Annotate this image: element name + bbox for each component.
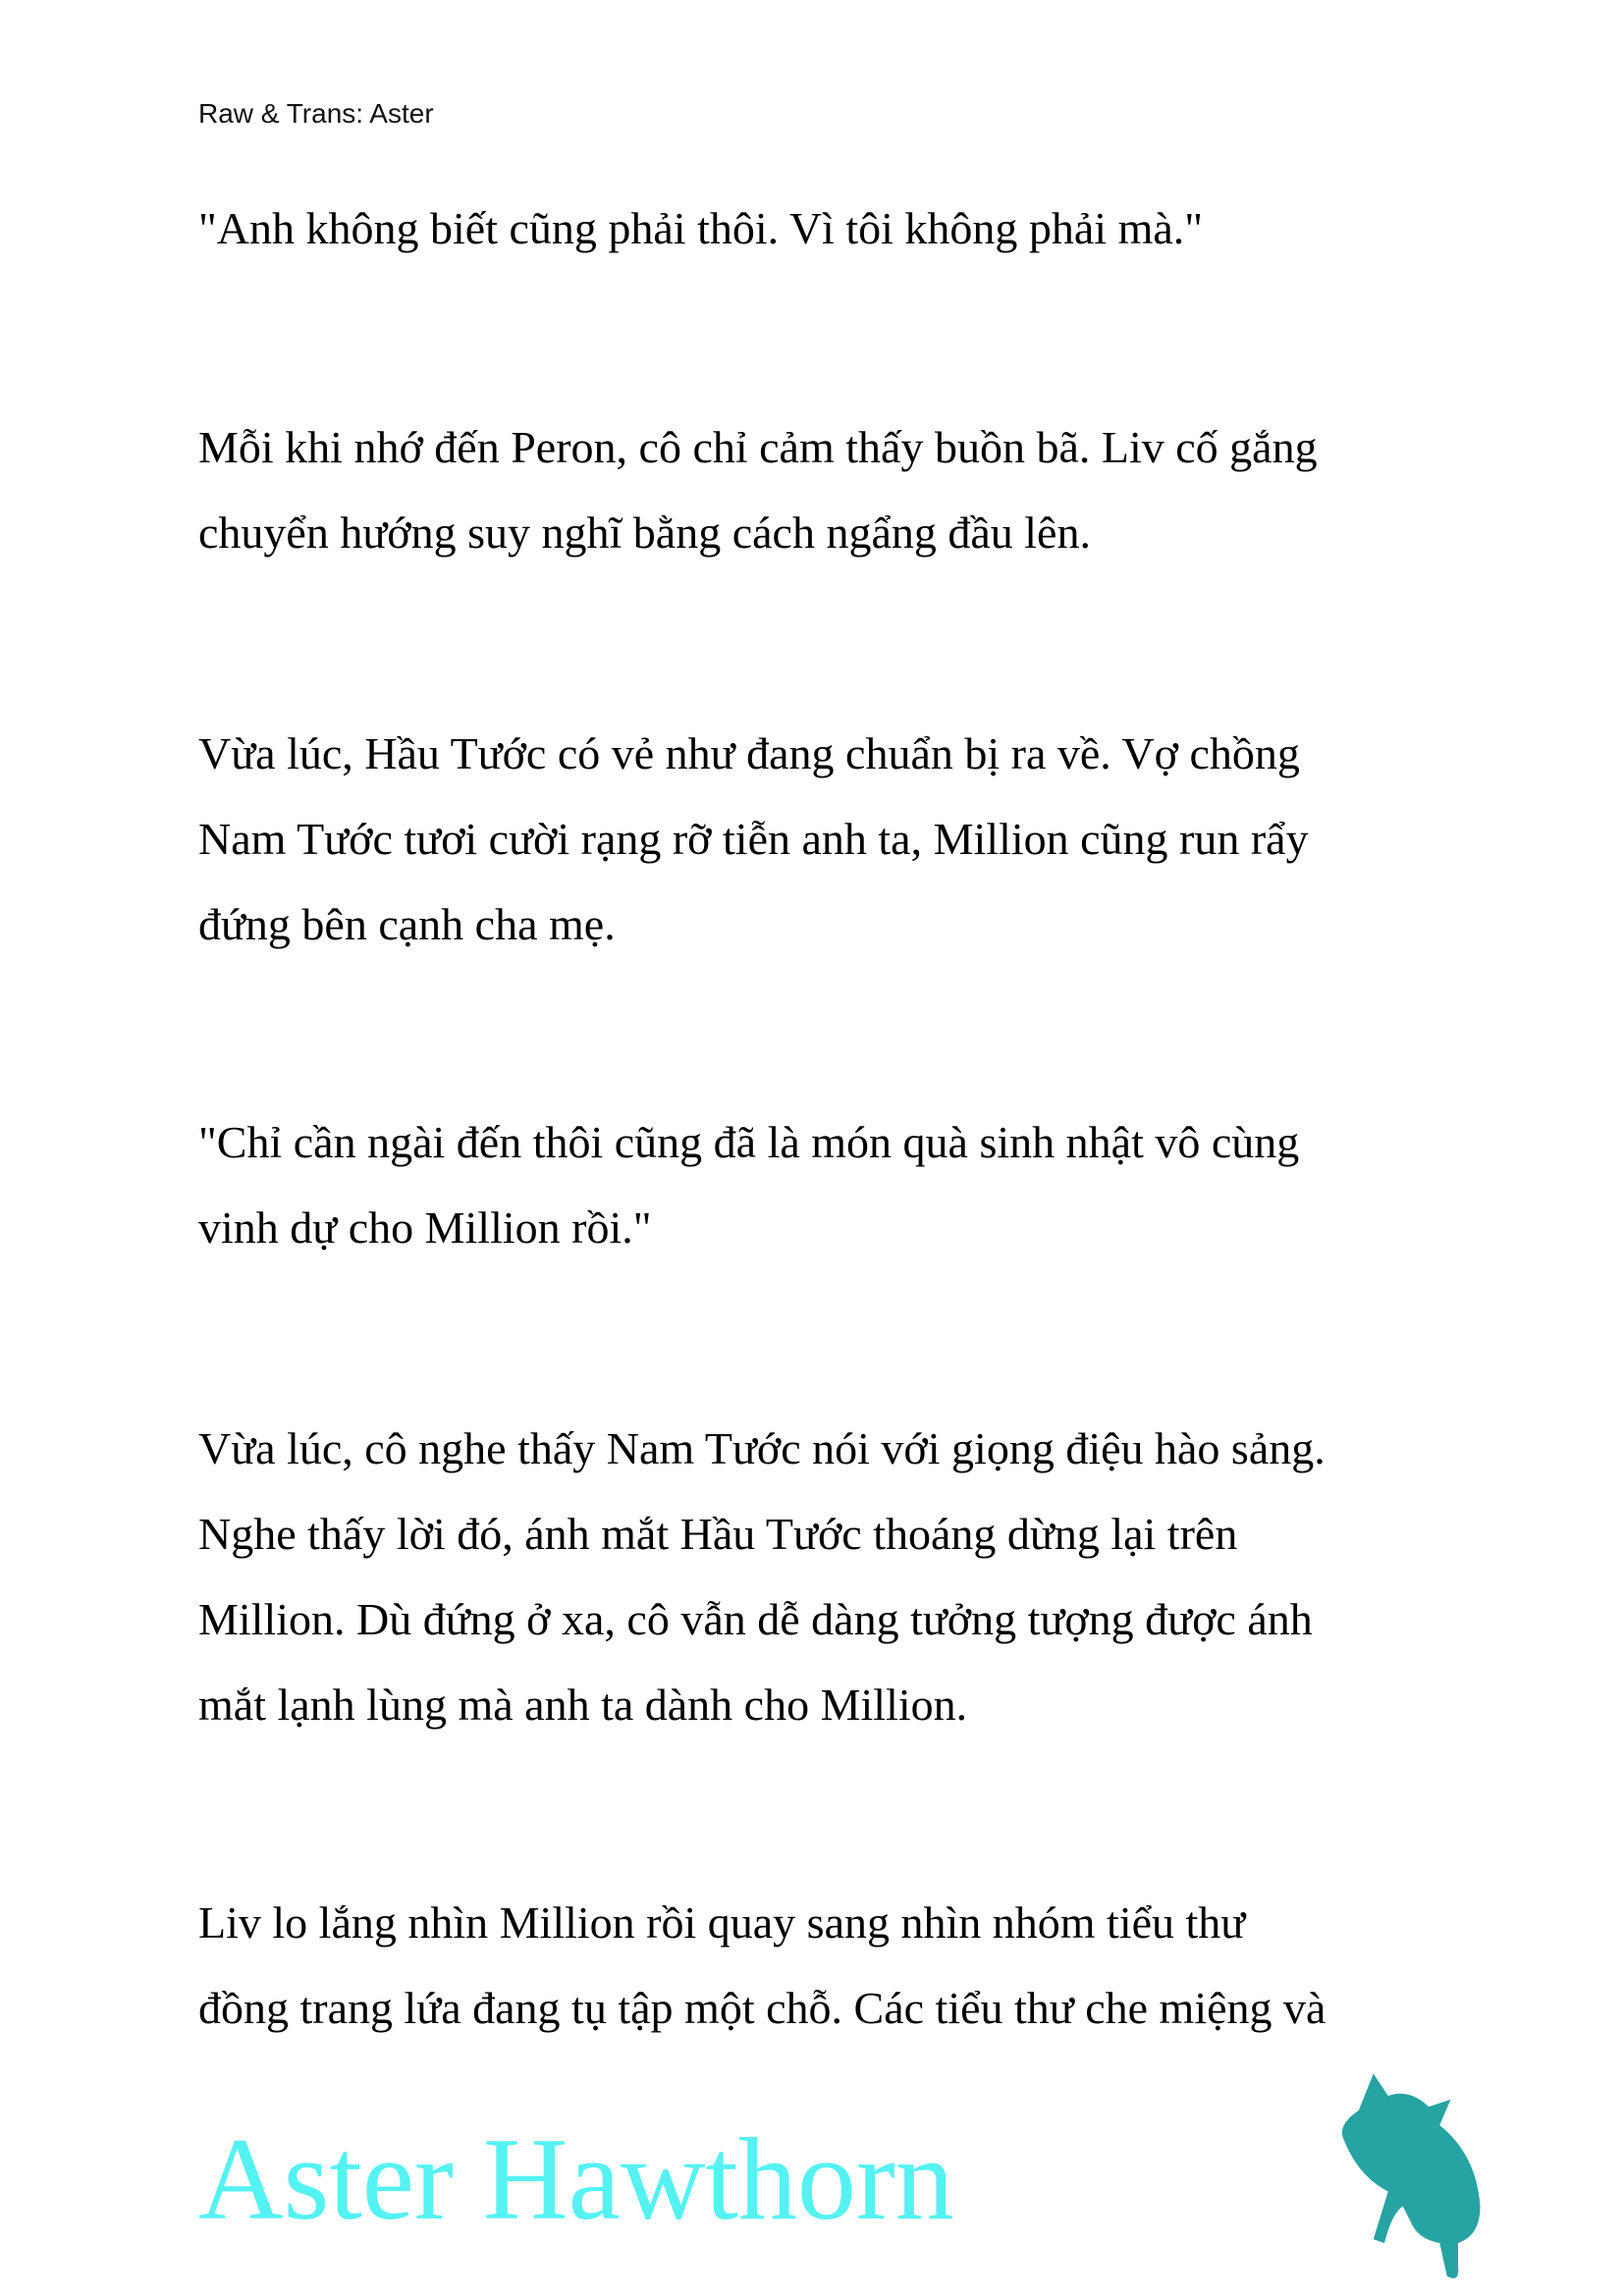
watermark-text: Aster Hawthorn — [198, 2113, 954, 2244]
text-line: Nghe thấy lời đó, ánh mắt Hầu Tước thoáng dừng lại trên — [198, 1509, 1238, 1559]
text-line: Vừa lúc, cô nghe thấy Nam Tước nói với giọng điệu hào sảng. — [198, 1423, 1326, 1473]
paragraph-3 — [198, 711, 1309, 967]
text-line: đứng bên cạnh cha mẹ. — [198, 899, 616, 949]
text-line: "Chỉ cần ngài đến thôi cũng đã là món quà sinh nhật vô cùng — [198, 1117, 1300, 1167]
paragraph-1 — [198, 186, 1203, 271]
text-line: mắt lạnh lùng mà anh ta dành cho Million. — [198, 1680, 968, 1730]
paragraph-2 — [198, 404, 1318, 575]
paragraph-4 — [198, 1099, 1299, 1270]
cat-silhouette-icon — [1316, 2066, 1512, 2287]
text-line: vinh dự cho Million rồi." — [198, 1202, 652, 1253]
text-line: Nam Tước tươi cười rạng rỡ tiễn anh ta, Million cũng run rẩy — [198, 814, 1309, 864]
text-line: Vừa lúc, Hầu Tước có vẻ như đang chuẩn bị ra về. Vợ chồng — [198, 728, 1300, 778]
page-header: Raw & Trans: Aster — [198, 98, 434, 129]
text-line: Mỗi khi nhớ đến Peron, cô chỉ cảm thấy buồn bã. Liv cố gắng — [198, 422, 1318, 472]
text-line: Liv lo lắng nhìn Million rồi quay sang nhìn nhóm tiểu thư — [198, 1897, 1246, 1948]
text-line: Million. Dù đứng ở xa, cô vẫn dễ dàng tưởng tượng được ánh — [198, 1594, 1313, 1644]
text-line: đồng trang lứa đang tụ tập một chỗ. Các tiểu thư che miệng và — [198, 1983, 1326, 2033]
text-line: "Anh không biết cũng phải thôi. Vì tôi không phải mà." — [198, 203, 1204, 253]
paragraph-5 — [198, 1406, 1326, 1747]
paragraph-6 — [198, 1880, 1326, 2051]
text-line: chuyển hướng suy nghĩ bằng cách ngẩng đầu lên. — [198, 507, 1091, 558]
